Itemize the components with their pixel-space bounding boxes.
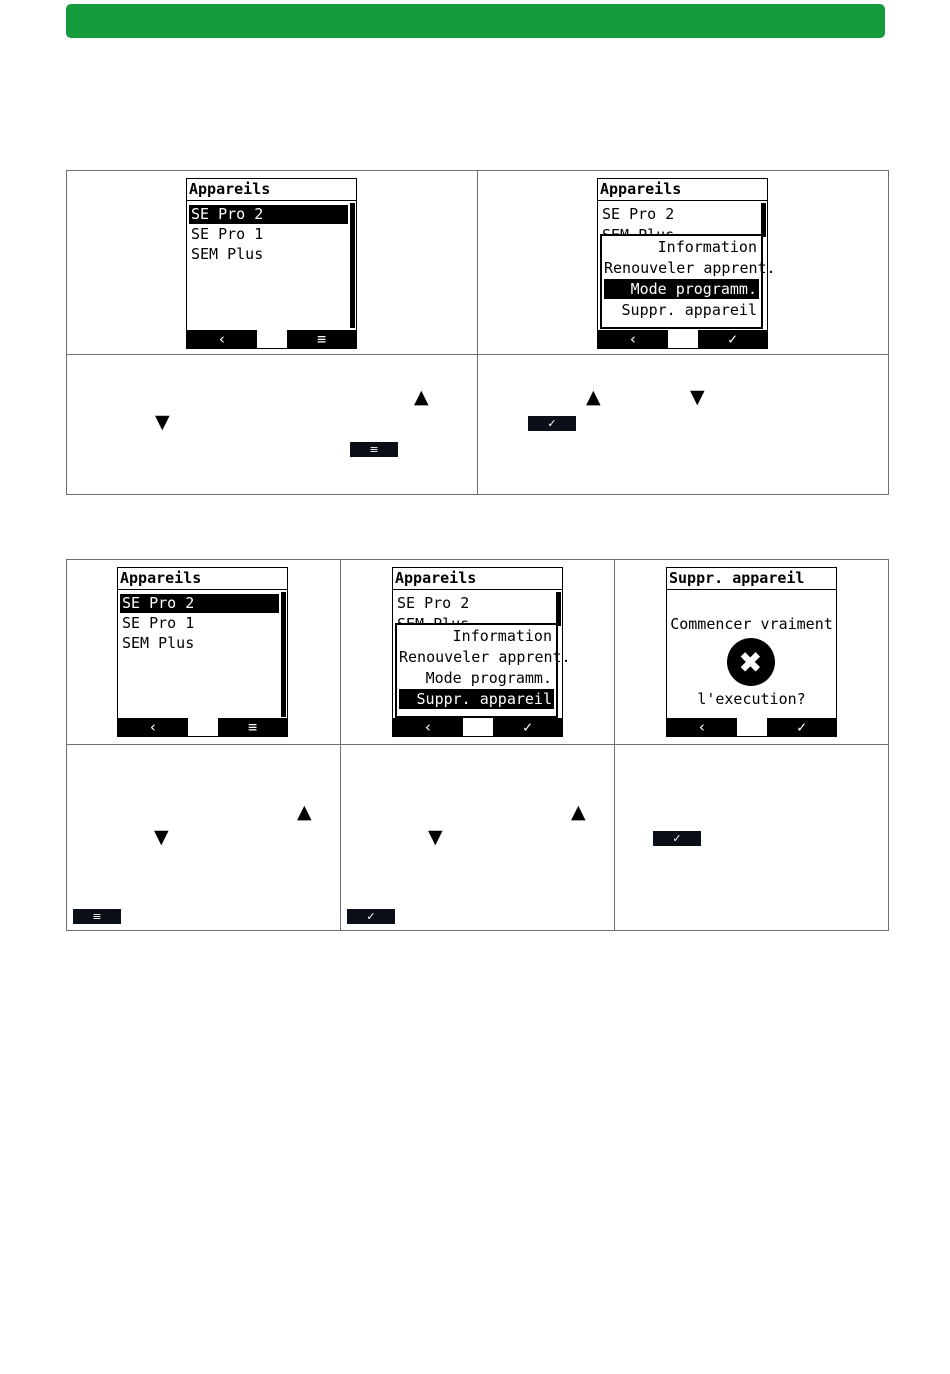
confirm-screen (666, 567, 837, 737)
menu-screen (597, 178, 776, 349)
ok-key-icon: ✓ (528, 416, 576, 431)
down-arrow-icon: ▼ (690, 386, 705, 408)
screen-title: Appareils (393, 568, 562, 590)
down-arrow-icon: ▼ (428, 826, 443, 848)
menu-softkey[interactable]: ≡ (287, 330, 356, 348)
back-softkey[interactable]: ‹ (118, 718, 188, 736)
list-item-partial (602, 226, 674, 234)
scrollbar[interactable] (281, 592, 286, 717)
softkey-bar (598, 330, 767, 348)
down-arrow-icon: ▼ (154, 826, 169, 848)
options-popup (600, 234, 776, 329)
menu-key-icon: ≡ (350, 442, 398, 457)
list-item[interactable]: SE Pro 2 (397, 594, 470, 612)
confirm-softkey[interactable]: ✓ (698, 330, 767, 348)
confirm-question-line1: Commencer vraiment (670, 615, 833, 633)
green-header-bar (66, 4, 885, 38)
device-screen (186, 178, 357, 349)
softkey-bar (187, 330, 356, 348)
up-arrow-icon: ▲ (586, 386, 601, 408)
list-item[interactable]: SE Pro 2 (602, 205, 675, 223)
menu-item-delete-device[interactable]: Suppr. appareil (621, 301, 757, 319)
down-arrow-icon: ▼ (155, 411, 170, 433)
back-softkey[interactable]: ‹ (598, 330, 668, 348)
up-arrow-icon: ▲ (571, 801, 586, 823)
cell-screen-confirm (615, 560, 889, 745)
list-item-partial (397, 615, 469, 623)
softkey-bar (393, 718, 562, 736)
confirm-softkey[interactable]: ✓ (493, 718, 562, 736)
ok-key-icon: ✓ (653, 831, 701, 846)
list-item[interactable]: SE Pro 1 (122, 614, 195, 632)
back-softkey[interactable]: ‹ (187, 330, 257, 348)
cell-instructions-3 (615, 745, 889, 931)
up-arrow-icon: ▲ (414, 386, 429, 408)
cell-screen-device-list (67, 171, 478, 355)
confirm-softkey[interactable]: ✓ (767, 718, 836, 736)
menu-softkey[interactable]: ≡ (218, 718, 287, 736)
procedure-table-2 (66, 559, 889, 931)
screen-title: Appareils (598, 179, 767, 201)
cell-instructions-1 (67, 355, 478, 495)
cancel-x-icon: ✖ (727, 638, 775, 686)
menu-item-information[interactable]: Information (657, 238, 757, 256)
ok-key-icon: ✓ (347, 909, 395, 924)
screen-title: Suppr. appareil (667, 568, 836, 590)
softkey-bar (118, 718, 287, 736)
menu-item-information[interactable]: Information (452, 627, 552, 645)
scrollbar[interactable] (556, 592, 561, 626)
back-softkey[interactable]: ‹ (667, 718, 737, 736)
cell-instructions-2 (341, 745, 615, 931)
menu-item-program-mode[interactable]: Mode programm. (604, 279, 759, 299)
procedure-table-1 (66, 170, 889, 495)
confirm-question-line2: l'execution? (697, 690, 806, 708)
menu-screen (392, 567, 571, 737)
menu-item-relearn[interactable]: Renouveler apprent. (604, 259, 776, 277)
list-item[interactable]: SEM Plus (191, 245, 264, 263)
back-softkey[interactable]: ‹ (393, 718, 463, 736)
menu-item-delete-device[interactable]: Suppr. appareil (399, 689, 554, 709)
cell-screen-device-list (67, 560, 341, 745)
screen-title: Appareils (118, 568, 287, 590)
cell-screen-menu (478, 171, 889, 355)
menu-item-program-mode[interactable]: Mode programm. (425, 669, 552, 687)
list-item[interactable]: SE Pro 2 (189, 205, 348, 224)
options-popup (395, 623, 571, 718)
cell-instructions-1 (67, 745, 341, 931)
list-item[interactable]: SEM Plus (122, 634, 195, 652)
up-arrow-icon: ▲ (297, 801, 312, 823)
list-item[interactable]: SE Pro 2 (120, 594, 279, 613)
cell-instructions-2 (478, 355, 889, 495)
list-item[interactable]: SE Pro 1 (191, 225, 264, 243)
softkey-bar (667, 718, 836, 736)
cell-screen-menu (341, 560, 615, 745)
device-screen (117, 567, 288, 737)
menu-key-icon: ≡ (73, 909, 121, 924)
screen-title: Appareils (187, 179, 356, 201)
scrollbar[interactable] (761, 203, 766, 237)
menu-item-relearn[interactable]: Renouveler apprent. (399, 648, 571, 666)
scrollbar[interactable] (350, 203, 355, 328)
